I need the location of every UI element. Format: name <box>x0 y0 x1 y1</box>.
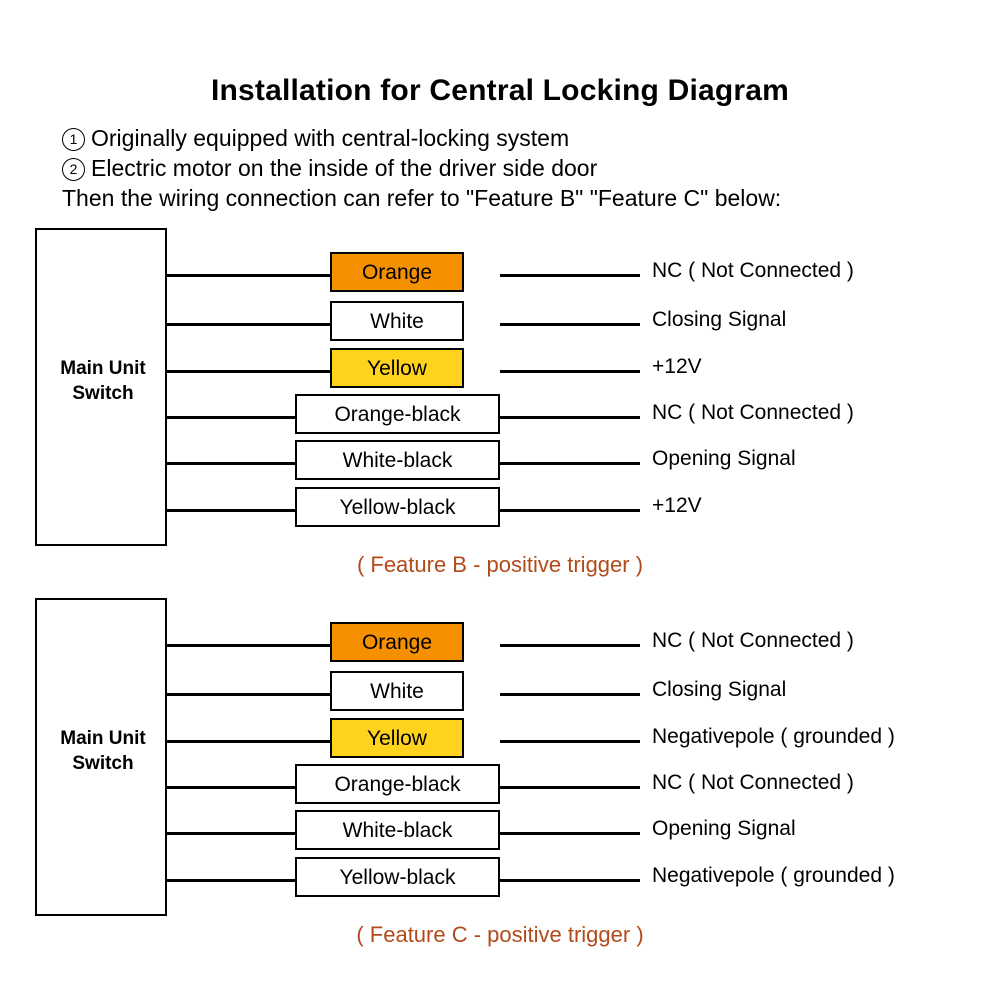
wire-line-right <box>500 879 640 882</box>
wire-line-right <box>500 462 640 465</box>
signal-label: Closing Signal <box>652 308 787 331</box>
wire-line-left <box>167 274 332 277</box>
wire-line-right <box>500 323 640 326</box>
wire-row <box>0 671 1000 717</box>
note-text-2: Electric motor on the inside of the driver side door <box>91 155 598 181</box>
note-line-1 <box>62 125 569 152</box>
wire-row <box>0 718 1000 764</box>
wire-row <box>0 252 1000 298</box>
wire-line-right <box>500 644 640 647</box>
page-title: Installation for Central Locking Diagram <box>210 74 790 107</box>
wire-label: Orange-black <box>295 764 500 804</box>
wire-line-left <box>167 644 332 647</box>
signal-label: +12V <box>652 494 702 517</box>
wire-row <box>0 440 1000 486</box>
note-number-2: 2 <box>62 158 85 181</box>
wire-row <box>0 301 1000 347</box>
wire-row <box>0 394 1000 440</box>
unit-label-line1-c: Main Unit <box>60 728 146 749</box>
diagram-feature-b <box>0 228 1000 578</box>
caption-feature-b: ( Feature B - positive trigger ) <box>356 552 644 577</box>
wire-row <box>0 857 1000 903</box>
signal-label: NC ( Not Connected ) <box>652 771 854 794</box>
wire-row <box>0 622 1000 668</box>
wire-line-left <box>167 370 332 373</box>
wire-row <box>0 487 1000 533</box>
signal-label: Opening Signal <box>652 447 796 470</box>
wire-label: Yellow <box>330 348 464 388</box>
signal-label: Opening Signal <box>652 817 796 840</box>
wire-line-right <box>500 786 640 789</box>
wire-label: Orange <box>330 252 464 292</box>
wire-row <box>0 764 1000 810</box>
wire-line-right <box>500 740 640 743</box>
wire-line-right <box>500 416 640 419</box>
wire-label: Yellow-black <box>295 487 500 527</box>
note-line-2 <box>62 155 597 182</box>
wire-line-right <box>500 832 640 835</box>
unit-label-line2-b: Switch <box>72 383 134 404</box>
wire-line-right <box>500 693 640 696</box>
note-text-1: Originally equipped with central-locking system <box>91 125 570 151</box>
wire-row <box>0 348 1000 394</box>
signal-label: Negativepole ( grounded ) <box>652 864 895 887</box>
wire-label: Orange-black <box>295 394 500 434</box>
diagram-feature-c <box>0 598 1000 948</box>
wire-label: White-black <box>295 810 500 850</box>
caption-feature-c: ( Feature C - positive trigger ) <box>356 922 644 947</box>
wire-line-right <box>500 274 640 277</box>
wire-label: White <box>330 671 464 711</box>
unit-label-line1-b: Main Unit <box>60 358 146 379</box>
wire-row <box>0 810 1000 856</box>
wire-label: Yellow-black <box>295 857 500 897</box>
signal-label: NC ( Not Connected ) <box>652 259 854 282</box>
wire-label: White-black <box>295 440 500 480</box>
signal-label: NC ( Not Connected ) <box>652 629 854 652</box>
note-line-3: Then the wiring connection can refer to "Feature B" "Feature C" below: <box>62 185 782 211</box>
wire-label: Yellow <box>330 718 464 758</box>
note-number-1: 1 <box>62 128 85 151</box>
signal-label: Negativepole ( grounded ) <box>652 725 895 748</box>
unit-label-line2-c: Switch <box>72 753 134 774</box>
wire-line-right <box>500 509 640 512</box>
wire-label: White <box>330 301 464 341</box>
wire-line-left <box>167 740 332 743</box>
signal-label: NC ( Not Connected ) <box>652 401 854 424</box>
wire-line-left <box>167 693 332 696</box>
wire-label: Orange <box>330 622 464 662</box>
signal-label: +12V <box>652 355 702 378</box>
wire-line-right <box>500 370 640 373</box>
signal-label: Closing Signal <box>652 678 787 701</box>
wire-line-left <box>167 323 332 326</box>
